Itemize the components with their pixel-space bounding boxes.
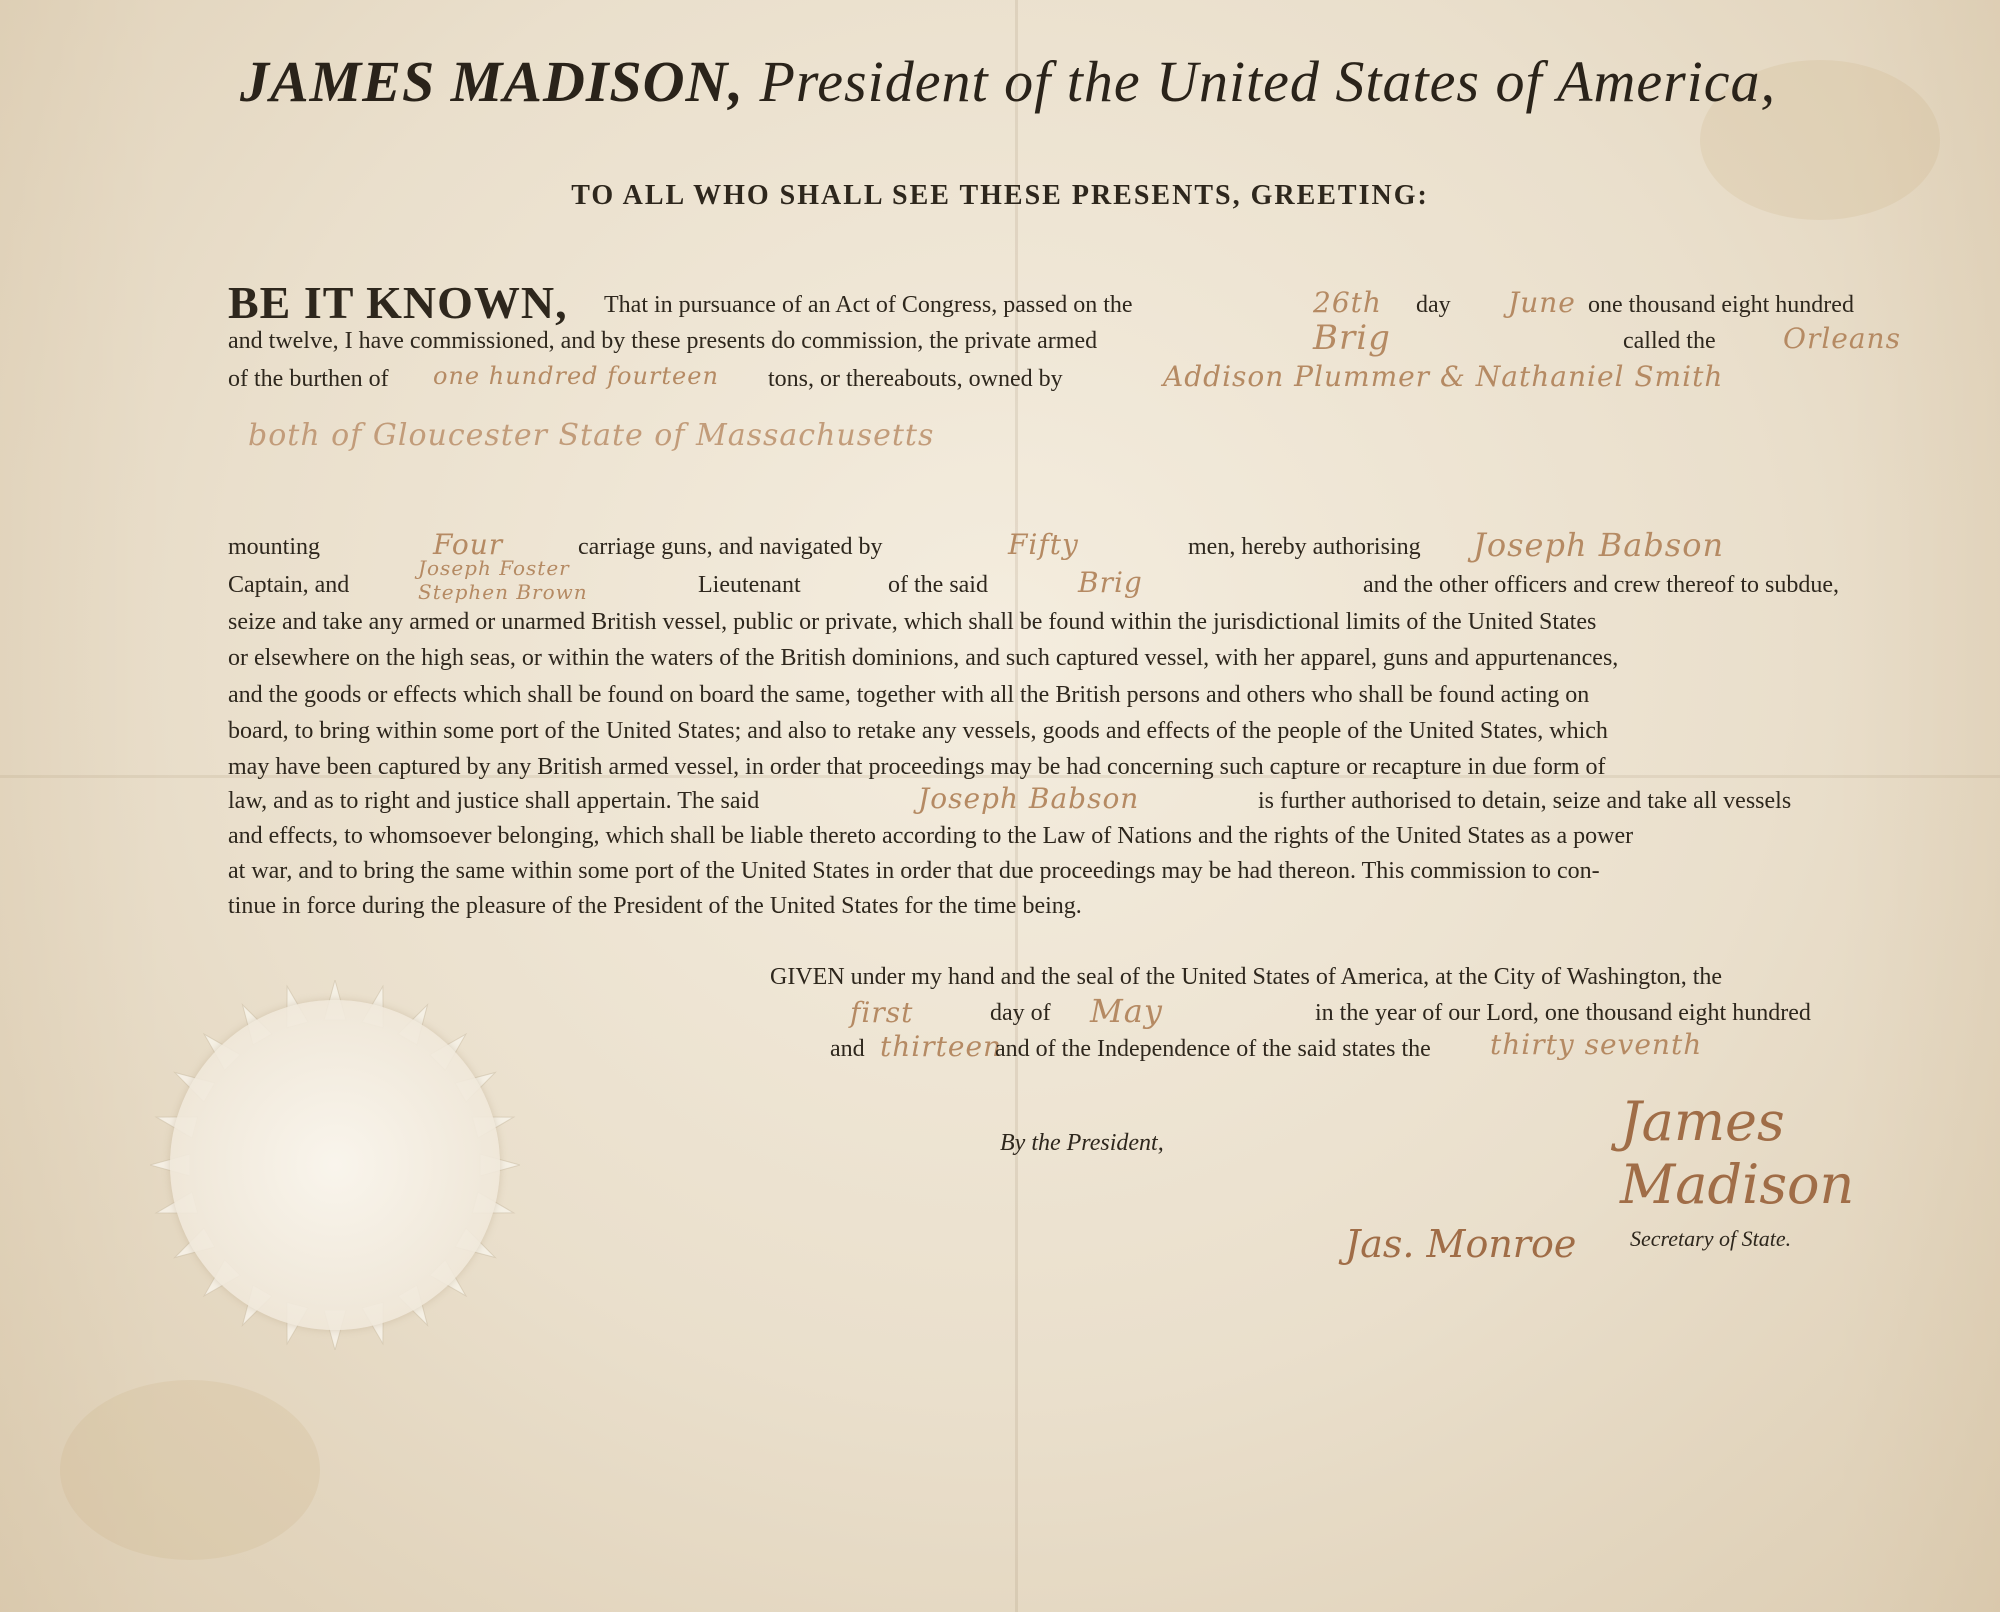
handwritten-tonnage: one hundred fourteen [433, 362, 719, 390]
text-segment: mounting [228, 534, 321, 560]
secretary-signature: Jas. Monroe [1345, 1222, 1577, 1266]
text-segment: law, and as to right and justice shall appertain. The said [228, 788, 760, 814]
text-segment: at war, and to bring the same within some port of the United States in order that due proceedings may be had thereon. This commission to con- [228, 858, 1600, 884]
body-line-12 [228, 782, 1918, 824]
text-segment: called the [1623, 328, 1716, 354]
embossed-seal [170, 1000, 500, 1330]
handwritten-vessel-type: Brig [1078, 566, 1143, 599]
handwritten-place: both of Gloucester State of Massachusetts [248, 418, 935, 453]
body-line-2 [228, 318, 1918, 364]
text-segment: seize and take any armed or unarmed British vessel, public or private, which shall be found within the jurisdictional limits of the United States [228, 609, 1597, 635]
body-line-1 [228, 277, 1918, 328]
president-signature: James Madison [1620, 1090, 1855, 1216]
paper-stain [60, 1380, 320, 1560]
text-segment: Captain, and [228, 572, 350, 598]
handwritten-lieutenant-1: Joseph Foster [418, 556, 570, 580]
greeting: TO ALL WHO SHALL SEE THESE PRESENTS, GREETING: [571, 180, 1429, 211]
handwritten-men: Fifty [1008, 528, 1079, 561]
body-line-13 [228, 823, 1918, 859]
handwritten-month: June [1508, 286, 1576, 319]
document-title [240, 48, 1900, 138]
handwritten-month: May [1090, 992, 1163, 1030]
text-segment: in the year of our Lord, one thousand eight hundred [1315, 1000, 1811, 1026]
text-segment: and effects, to whomsoever belonging, which shall be liable thereto according to the Law of Nations and the rights of the United States as a power [228, 823, 1634, 849]
body-line-8 [228, 645, 1918, 681]
handwritten-day: first [850, 996, 914, 1029]
handwritten-captain: Joseph Babson [1473, 526, 1725, 564]
text-segment: By the President, [1000, 1130, 1164, 1156]
handwritten-year: thirteen [880, 1030, 1003, 1063]
be-it-known: BE IT KNOWN, [228, 277, 568, 328]
text-segment: and twelve, I have commissioned, and by these presents do commission, the private armed [228, 328, 1098, 354]
text-segment: is further authorised to detain, seize and take all vessels [1258, 788, 1792, 814]
handwritten-captain: Joseph Babson [918, 782, 1140, 815]
text-segment: tons, or thereabouts, owned by [768, 366, 1063, 392]
given-line-3 [830, 1028, 1920, 1072]
text-segment: day of [990, 1000, 1051, 1026]
text-segment: and the other officers and crew thereof to subdue, [1363, 572, 1840, 598]
handwritten-day: 26th [1313, 286, 1382, 319]
text-segment: tinue in force during the pleasure of the President of the United States for the time being. [228, 893, 1082, 919]
text-segment: may have been captured by any British armed vessel, in order that proceedings may be had concerning such capture or recapture in due form of [228, 754, 1606, 780]
text-segment: and of the Independence of the said states the [995, 1036, 1431, 1062]
body-line-14 [228, 858, 1918, 894]
body-line-6 [228, 556, 1918, 608]
text-segment: board, to bring within some port of the United States; and also to retake any vessels, goods and effects of the people of the United States, which [228, 718, 1608, 744]
text-segment: That in pursuance of an Act of Congress, passed on the [604, 292, 1133, 318]
handwritten-vessel-name: Orleans [1783, 322, 1901, 355]
title-name: JAMES MADISON, [240, 49, 744, 114]
text-segment: men, hereby authorising [1188, 534, 1421, 560]
body-line-4 [228, 418, 1918, 454]
text-segment: of the said [888, 572, 988, 598]
handwritten-owners: Addison Plummer & Nathaniel Smith [1163, 360, 1724, 393]
secretary-of-state-label [1630, 1226, 1930, 1262]
handwritten-guns: Four [433, 528, 504, 561]
body-line-10 [228, 718, 1918, 754]
text-segment: GIVEN under my hand and the seal of the United States of America, at the City of Washington, the [770, 964, 1723, 990]
text-segment: of the burthen of [228, 366, 389, 392]
text-segment: carriage guns, and navigated by [578, 534, 883, 560]
handwritten-vessel-type: Brig [1313, 318, 1391, 358]
handwritten-independence-year: thirty seventh [1490, 1028, 1703, 1061]
body-line-7 [228, 609, 1918, 645]
text-segment: Lieutenant [698, 572, 801, 598]
handwritten-lieutenant-2: Stephen Brown [418, 580, 588, 604]
text-segment: and the goods or effects which shall be found on board the same, together with all the British persons and others who shall be found acting on [228, 682, 1590, 708]
title-rest: President of the United States of America, [759, 49, 1777, 114]
text-segment: Secretary of State. [1630, 1226, 1792, 1251]
text-segment: or elsewhere on the high seas, or within the waters of the British dominions, and such captured vessel, with her apparel, guns and appurtenances, [228, 645, 1619, 671]
body-line-9 [228, 682, 1918, 718]
by-the-president [1000, 1130, 1400, 1166]
body-line-3 [228, 360, 1918, 402]
given-line-1 [770, 964, 1920, 1000]
text-segment: and [830, 1036, 865, 1062]
text-segment: one thousand eight hundred [1588, 292, 1854, 318]
body-line-15 [228, 893, 1918, 929]
text-segment: day [1416, 292, 1451, 318]
